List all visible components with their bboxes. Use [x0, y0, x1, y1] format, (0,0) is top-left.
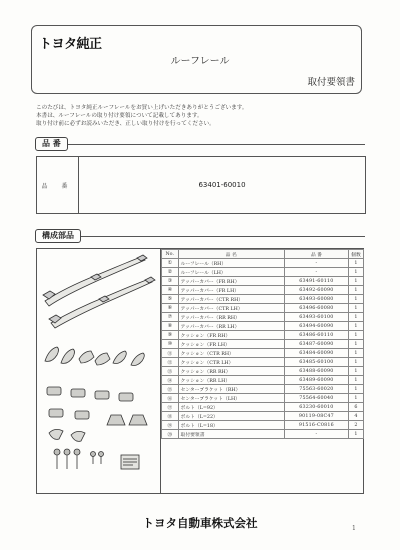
- cell-part-no: 91516-C0816: [284, 421, 348, 430]
- page-number: 1: [352, 525, 356, 532]
- cell-part-no: 63496-60080: [284, 304, 348, 313]
- cell-no: ⑯: [162, 394, 179, 403]
- cell-qty: 1: [348, 385, 363, 394]
- cell-name: クッション（CTR LH）: [178, 358, 284, 367]
- cell-part-no: 63230-60010: [284, 403, 348, 412]
- table-row: [162, 295, 364, 304]
- cell-name: センターブラケット（RH）: [178, 385, 284, 394]
- cell-qty: 2: [348, 421, 363, 430]
- cell-part-no: 63492-60090: [284, 286, 348, 295]
- part-number-label: 品 番: [37, 157, 79, 213]
- cell-no: ⑤: [162, 295, 179, 304]
- cell-name: ルーフレール（RH）: [178, 259, 284, 268]
- cell-no: ④: [162, 286, 179, 295]
- table-row: [162, 349, 364, 358]
- cell-part-no: 63494-60090: [284, 322, 348, 331]
- table-row: [162, 403, 364, 412]
- cell-qty: 1: [348, 376, 363, 385]
- cell-part-no: 63488-60090: [284, 367, 348, 376]
- cell-qty: 1: [348, 268, 363, 277]
- cell-name: アッパーカバー（CTR RH）: [178, 295, 284, 304]
- table-row: [162, 394, 364, 403]
- parts-box: [36, 248, 364, 494]
- company-name: トヨタ自動車株式会社: [142, 516, 258, 530]
- roof-rail-rh-drawing: [45, 257, 145, 306]
- table-row: [162, 313, 364, 322]
- cell-part-no: 90119-08C47: [284, 412, 348, 421]
- cell-qty: 1: [348, 277, 363, 286]
- cell-qty: 1: [348, 367, 363, 376]
- table-row: [162, 421, 364, 430]
- parts-table-header: [162, 250, 364, 259]
- table-row: [162, 277, 364, 286]
- cell-name: ルーフレール（LH）: [178, 268, 284, 277]
- cell-name: アッパーカバー（RR LH）: [178, 322, 284, 331]
- cell-name: クッション（CTR RH）: [178, 349, 284, 358]
- cell-part-no: -: [284, 268, 348, 277]
- cell-no: ⑪: [162, 349, 179, 358]
- cell-part-no: 63484-60090: [284, 349, 348, 358]
- cell-qty: 1: [348, 259, 363, 268]
- cell-name: クッション（FR RH）: [178, 331, 284, 340]
- cell-name: アッパーカバー（FR RH）: [178, 277, 284, 286]
- cell-no: ⑫: [162, 358, 179, 367]
- cell-qty: 1: [348, 322, 363, 331]
- cell-no: ①: [162, 259, 179, 268]
- cell-no: ⑮: [162, 385, 179, 394]
- table-row: [162, 268, 364, 277]
- table-row: [162, 358, 364, 367]
- cell-no: ②: [162, 268, 179, 277]
- col-no: No.: [162, 250, 179, 259]
- brand-title: トヨタ純正: [39, 37, 102, 52]
- cell-qty: 1: [348, 340, 363, 349]
- cell-part-no: 63486-60110: [284, 331, 348, 340]
- parts-illustration: [37, 249, 161, 493]
- cell-part-no: 63487-60090: [284, 340, 348, 349]
- table-row: [162, 412, 364, 421]
- cell-name: アッパーカバー（RR RH）: [178, 313, 284, 322]
- roof-rail-lh-drawing: [51, 279, 152, 328]
- table-row: [162, 367, 364, 376]
- cell-name: 取付要領書: [178, 430, 284, 439]
- table-row: [162, 304, 364, 313]
- cell-qty: 6: [348, 403, 363, 412]
- cell-part-no: 63493-60100: [284, 313, 348, 322]
- table-row: [162, 430, 364, 439]
- table-row: [162, 376, 364, 385]
- intro-text: [36, 104, 366, 128]
- table-row: [162, 385, 364, 394]
- cell-name: クッション（RR RH）: [178, 367, 284, 376]
- cell-no: ⑩: [162, 340, 179, 349]
- section-heading-part-number: 品 番: [35, 137, 68, 151]
- cell-qty: 1: [348, 349, 363, 358]
- table-row: [162, 331, 364, 340]
- col-qty: 個数: [348, 250, 363, 259]
- cell-part-no: 75564-60040: [284, 394, 348, 403]
- manual-title: 取付要領書: [307, 77, 355, 88]
- cell-name: クッション（RR LH）: [178, 376, 284, 385]
- cell-no: ⑥: [162, 304, 179, 313]
- intro-line-2: 本書は、ルーフレールの取り付け要領について記載してあります。: [36, 113, 203, 119]
- cell-part-no: 63485-60100: [284, 358, 348, 367]
- intro-line-1: このたびは、トヨタ純正ルーフレールをお買い上げいただきありがとうございます。: [36, 105, 248, 111]
- cell-qty: 1: [348, 313, 363, 322]
- cell-name: ボルト（L=92）: [178, 403, 284, 412]
- cell-qty: 1: [348, 430, 363, 439]
- table-row: [162, 259, 364, 268]
- cell-name: アッパーカバー（CTR LH）: [178, 304, 284, 313]
- cell-part-no: 63489-60090: [284, 376, 348, 385]
- cell-no: ⑬: [162, 367, 179, 376]
- cell-part-no: -: [284, 259, 348, 268]
- cell-name: ボルト（L=18）: [178, 421, 284, 430]
- table-row: [162, 286, 364, 295]
- cell-no: ⑭: [162, 376, 179, 385]
- parts-table: [161, 249, 364, 439]
- cell-no: ⑧: [162, 322, 179, 331]
- cell-no: ⑳: [162, 430, 179, 439]
- parts-drawing: [37, 249, 161, 495]
- section-rule-hinban: [35, 144, 365, 145]
- cell-part-no: -: [284, 430, 348, 439]
- product-name: ルーフレール: [170, 56, 230, 67]
- cell-part-no: 63493-60080: [284, 295, 348, 304]
- col-part-no: 品 番: [284, 250, 348, 259]
- cell-no: ③: [162, 277, 179, 286]
- cell-no: ⑦: [162, 313, 179, 322]
- cell-no: ⑰: [162, 403, 179, 412]
- cell-no: ⑨: [162, 331, 179, 340]
- intro-line-3: 取り付け前に必ずお読みいただき、正しい取り付けを行ってください。: [36, 121, 215, 127]
- cell-part-no: 75563-60020: [284, 385, 348, 394]
- cell-name: ボルト（L=22）: [178, 412, 284, 421]
- cell-no: ⑱: [162, 412, 179, 421]
- cell-name: アッパーカバー（FR LH）: [178, 286, 284, 295]
- cell-qty: 1: [348, 331, 363, 340]
- cell-name: センターブラケット（LH）: [178, 394, 284, 403]
- cell-qty: 1: [348, 358, 363, 367]
- col-name: 品 名: [178, 250, 284, 259]
- cell-qty: 4: [348, 412, 363, 421]
- table-row: [162, 322, 364, 331]
- part-number-value: 63401-60010: [198, 181, 246, 189]
- table-row: [162, 340, 364, 349]
- cell-qty: 1: [348, 304, 363, 313]
- section-rule-parts: [35, 236, 365, 237]
- cell-qty: 1: [348, 286, 363, 295]
- cell-qty: 1: [348, 394, 363, 403]
- section-heading-parts: 構成部品: [35, 229, 81, 243]
- parts-table-body: [162, 259, 364, 439]
- cell-no: ⑲: [162, 421, 179, 430]
- cell-qty: 1: [348, 295, 363, 304]
- cell-name: クッション（FR LH）: [178, 340, 284, 349]
- part-number-box: [36, 156, 366, 214]
- cell-part-no: 63491-60110: [284, 277, 348, 286]
